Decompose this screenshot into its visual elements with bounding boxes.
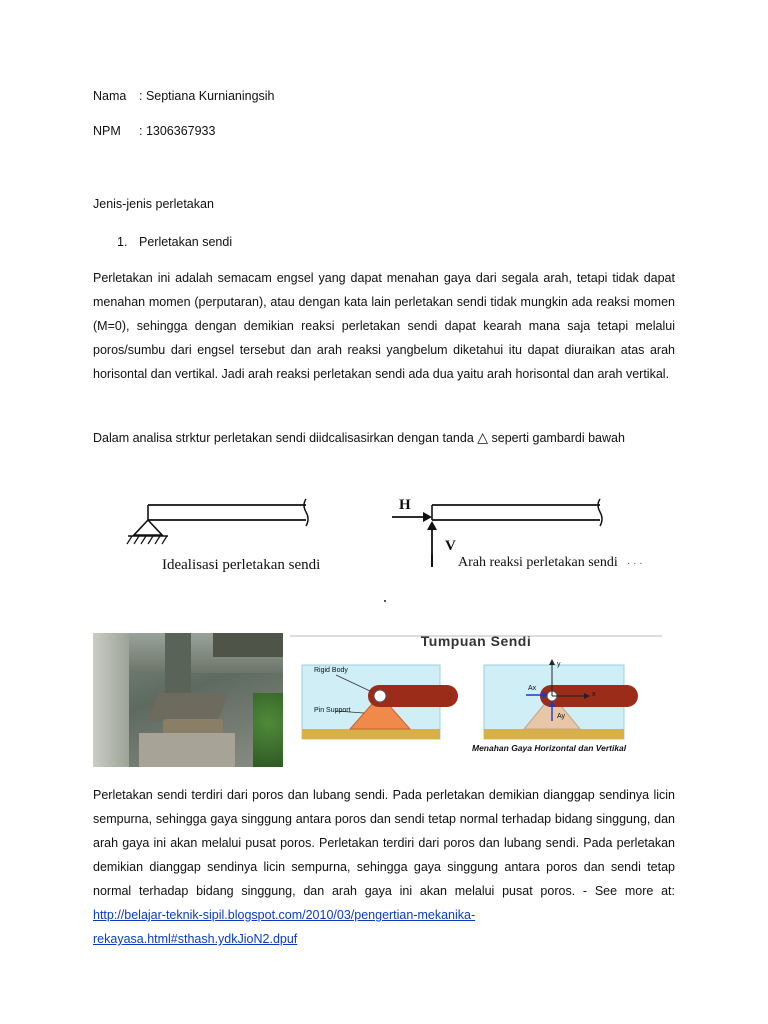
left-figure-caption: Idealisasi perletakan sendi xyxy=(162,557,321,573)
v-label: V xyxy=(445,538,456,554)
paragraph-2-text: Dalam analisa strktur perletakan sendi diidcalisasirkan dengan tanda xyxy=(93,431,474,445)
npm-value: : 1306367933 xyxy=(139,124,216,138)
vertical-reaction-arrow-icon xyxy=(427,521,437,555)
name-label: Nama xyxy=(93,89,127,103)
triangle-icon: △ xyxy=(477,430,489,446)
beam-diagrams xyxy=(120,495,660,555)
y-axis-label: y xyxy=(557,661,561,668)
diagram-caption: Menahan Gaya Horizontal dan Vertikal xyxy=(472,743,627,753)
list-item-title: Perletakan sendi xyxy=(139,235,233,249)
tumpuan-sendi-diagram xyxy=(290,633,662,767)
h-label: H xyxy=(399,497,411,513)
pin-support-label: Pin Support xyxy=(314,707,351,714)
diagram-title: Tumpuan Sendi xyxy=(420,633,532,649)
caption-dots: · · · xyxy=(627,558,643,569)
stray-dot xyxy=(384,600,386,602)
ay-label: Ay xyxy=(557,713,566,720)
v-arrow-tail xyxy=(431,555,433,567)
reaction-beam xyxy=(432,499,602,526)
paragraph-3-text: Perletakan sendi terdiri dari poros dan lubang sendi. Pada perletakan demikian dianggap sendinya licin sempurna, sehingga gaya singgung antara poros dan sendi tetap normal terhadap bidang singgung, dan arah gaya ini akan melalui pusat poros. Perletakan terdiri dari poros dan lubang sendi. Pada perletakan demikian dianggap sendinya licin sempurna, sehingga gaya singgung antara poros dan sendi tetap normal terhadap bidang singgung, dan arah gaya ini akan melalui pusat poros. - See more at: xyxy=(93,788,675,898)
paragraph-2 xyxy=(93,430,625,446)
npm-label: NPM xyxy=(93,124,121,138)
section-title: Jenis-jenis perletakan xyxy=(93,197,214,211)
pin-support-beam xyxy=(148,499,308,526)
right-figure-caption: Arah reaksi perletakan sendi xyxy=(458,555,618,570)
paragraph-1: Perletakan ini adalah semacam engsel yang dapat menahan gaya dari segala arah, tetapi tidak dapat menahan momen (perputaran), atau dengan kata lain perletakan sendi tidak mungkin ada reaksi momen (M=0), sehingga dengan demikian reaksi perletakan sendi dapat kearah mana saja tetapi melalui poros/sumbu dari engsel tersebut dan arah reaksi yangbelum diketahui itu dapat diuraikan atas arah horisontal dan vertikal. Jadi arah reaksi perletakan sendi ada dua yaitu arah horisontal dan arah vertikal. xyxy=(93,271,675,381)
ax-label: Ax xyxy=(528,685,537,692)
horizontal-reaction-arrow-icon xyxy=(392,512,432,522)
list-item-number: 1. xyxy=(117,235,128,249)
pin-support-triangle-icon xyxy=(127,520,168,544)
name-value: : Septiana Kurnianingsih xyxy=(139,89,275,103)
pin-support-photo xyxy=(93,633,283,767)
paragraph-3 xyxy=(93,783,675,951)
source-link[interactable]: http://belajar-teknik-sipil.blogspot.com/2010/03/pengertian-mekanika-rekayasa.html#sthash.ydkJioN2.dpuf xyxy=(93,908,476,946)
x-axis-label: x xyxy=(592,691,596,698)
paragraph-2-tail: seperti gambardi bawah xyxy=(491,431,625,445)
rigid-body-label: Rigid Body xyxy=(314,667,348,674)
